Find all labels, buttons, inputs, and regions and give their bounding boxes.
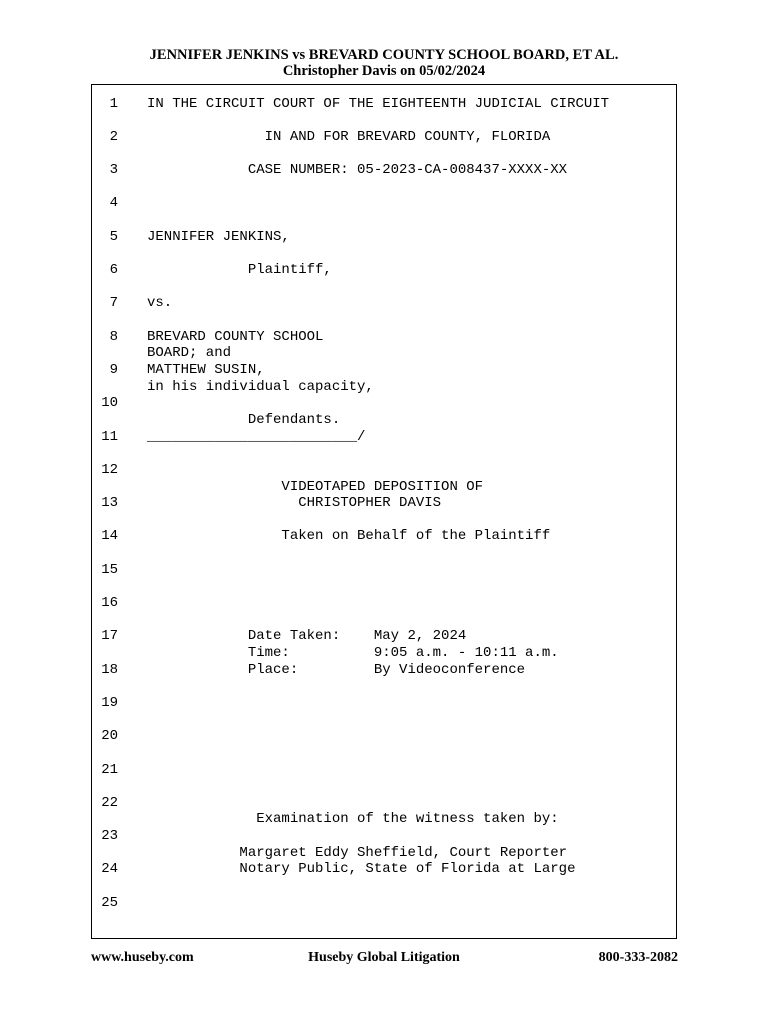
transcript-line bbox=[0, 662, 768, 679]
line-text-continued: in his individual capacity, bbox=[147, 378, 374, 395]
line-number: 24 bbox=[101, 861, 118, 878]
transcript-line bbox=[0, 828, 768, 845]
transcript-line bbox=[0, 129, 768, 146]
line-number: 20 bbox=[101, 728, 118, 745]
transcript-line bbox=[0, 728, 768, 745]
transcript-line bbox=[0, 96, 768, 113]
line-text-continued: Margaret Eddy Sheffield, Court Reporter bbox=[147, 844, 568, 861]
transcript-line bbox=[0, 495, 768, 512]
line-text: CHRISTOPHER DAVIS bbox=[147, 495, 442, 512]
line-number: 10 bbox=[101, 395, 118, 412]
line-number: 23 bbox=[101, 828, 118, 845]
transcript-line bbox=[0, 462, 768, 479]
transcript-line bbox=[0, 895, 768, 912]
line-number: 18 bbox=[101, 661, 118, 678]
transcript-line bbox=[0, 362, 768, 379]
line-number: 13 bbox=[101, 495, 118, 512]
line-text: Place: By Videoconference bbox=[147, 661, 526, 678]
transcript-line bbox=[0, 395, 768, 412]
line-text-above: Defendants. bbox=[147, 411, 341, 428]
line-number: 9 bbox=[109, 361, 118, 378]
witness-date: Christopher Davis on 05/02/2024 bbox=[282, 63, 486, 79]
transcript-line bbox=[0, 695, 768, 712]
transcript-line bbox=[0, 329, 768, 346]
line-number: 25 bbox=[101, 894, 118, 911]
line-number: 2 bbox=[109, 128, 118, 145]
line-number: 22 bbox=[101, 794, 118, 811]
transcript-line bbox=[0, 528, 768, 545]
line-number: 8 bbox=[109, 328, 118, 345]
transcript-line bbox=[0, 295, 768, 312]
line-text-continued: BOARD; and bbox=[147, 345, 232, 362]
line-text: Plaintiff, bbox=[147, 262, 332, 278]
line-text-continued: Time: 9:05 a.m. - 10:11 a.m. bbox=[147, 644, 559, 661]
transcript-line bbox=[0, 861, 768, 878]
line-text: MATTHEW SUSIN, bbox=[147, 361, 265, 378]
line-number: 5 bbox=[109, 228, 118, 245]
transcript-line bbox=[0, 229, 768, 246]
transcript-line bbox=[0, 595, 768, 612]
line-number: 3 bbox=[109, 162, 118, 179]
line-text-above: VIDEOTAPED DEPOSITION OF bbox=[147, 478, 484, 495]
line-text: Notary Public, State of Florida at Large bbox=[147, 861, 576, 878]
line-number: 4 bbox=[109, 195, 118, 212]
line-number: 6 bbox=[109, 262, 118, 278]
line-text: IN AND FOR BREVARD COUNTY, FLORIDA bbox=[147, 128, 551, 145]
transcript-line bbox=[0, 262, 768, 279]
footer-website: www.huseby.com bbox=[91, 950, 194, 965]
footer-company: Huseby Global Litigation bbox=[308, 950, 460, 965]
line-number: 17 bbox=[101, 628, 118, 645]
line-number: 12 bbox=[101, 461, 118, 478]
line-text-continued: Examination of the witness taken by: bbox=[147, 811, 559, 828]
transcript-line bbox=[0, 195, 768, 212]
line-number: 19 bbox=[101, 694, 118, 711]
line-number: 21 bbox=[101, 761, 118, 778]
line-text: IN THE CIRCUIT COURT OF THE EIGHTEENTH JUDICIAL CIRCUIT bbox=[147, 95, 610, 112]
footer-phone: 800-333-2082 bbox=[598, 950, 678, 965]
line-text: Taken on Behalf of the Plaintiff bbox=[147, 528, 551, 545]
line-number: 16 bbox=[101, 595, 118, 611]
line-text: BREVARD COUNTY SCHOOL bbox=[147, 328, 324, 345]
transcript-line bbox=[0, 795, 768, 812]
line-text: JENNIFER JENKINS, bbox=[147, 228, 290, 245]
line-number: 15 bbox=[101, 561, 118, 578]
line-text: Date Taken: May 2, 2024 bbox=[147, 628, 467, 645]
line-text: _________________________/ bbox=[147, 428, 366, 445]
transcript-line bbox=[0, 762, 768, 779]
line-text: vs. bbox=[147, 295, 173, 312]
line-number: 1 bbox=[109, 95, 118, 112]
transcript-line bbox=[0, 562, 768, 579]
case-title: JENNIFER JENKINS vs BREVARD COUNTY SCHOOL BOARD, ET AL. bbox=[149, 47, 619, 63]
line-number: 11 bbox=[101, 428, 118, 445]
transcript-line bbox=[0, 162, 768, 179]
line-number: 14 bbox=[101, 528, 118, 545]
line-number: 7 bbox=[109, 295, 118, 312]
transcript-line bbox=[0, 628, 768, 645]
transcript-line bbox=[0, 429, 768, 446]
line-text: CASE NUMBER: 05-2023-CA-008437-XXXX-XX bbox=[147, 162, 568, 179]
